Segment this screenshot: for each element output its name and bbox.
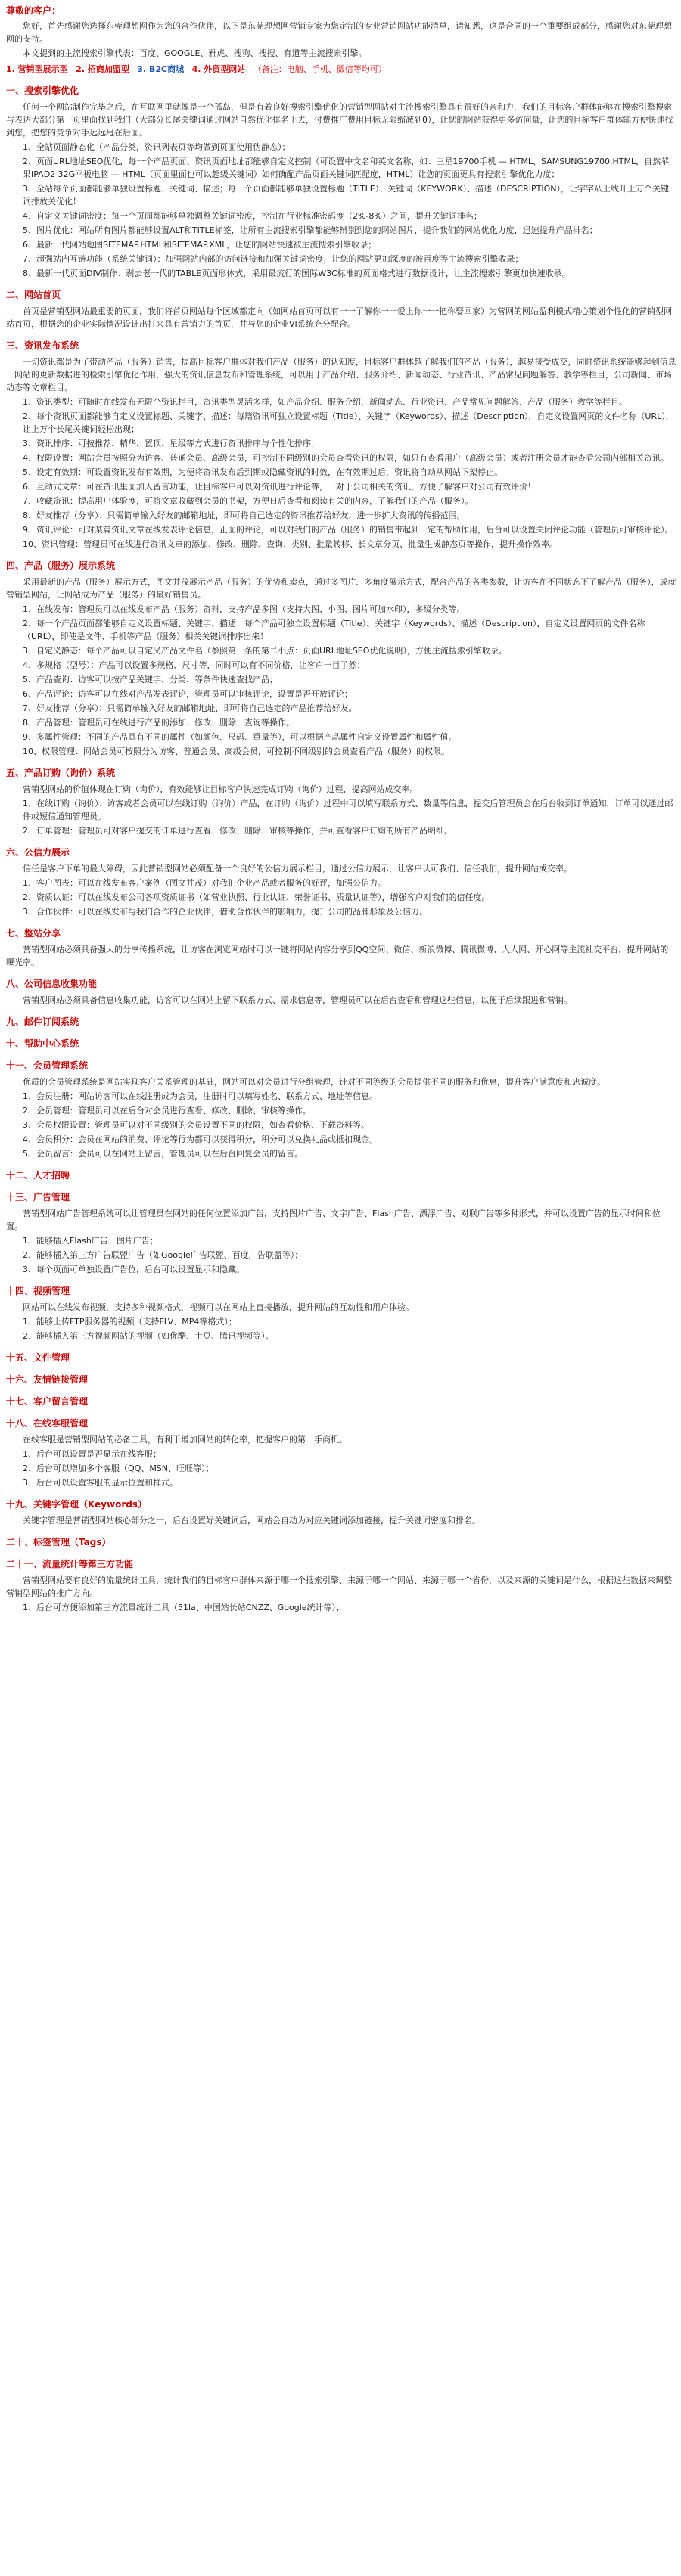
section-title: 一、搜索引擎优化 — [6, 85, 79, 96]
section-paragraph: 营销型网站必须具备强大的分享传播系统，让访客在浏览网站时可以一键将网站内容分享到QQ空间、微信、新浪微博、腾讯微博、人人网、开心网等主流社交平台，提升网站的曝光率。 — [6, 945, 669, 967]
section-title: 九、邮件订阅系统 — [6, 1016, 79, 1027]
section-item: 8、最新一代页面DIV制作：剥去老一代的TABLE页面形体式，采用最流行的国际W3C标准的页面格式进行数据设计，让主流搜索引擎更加快速收录。 — [23, 268, 571, 278]
section — [6, 1169, 676, 1182]
section-paragraph: 营销型网站必须具备信息收集功能，访客可以在网站上留下联系方式、需求信息等，管理员可以在后台查看和管理这些信息，以便于后续跟进和营销。 — [23, 995, 572, 1005]
section-title: 十四、视频管理 — [6, 1286, 70, 1296]
section-title: 十二、人才招聘 — [6, 1170, 70, 1181]
section-paragraph: 任何一个网站制作完毕之后，在互联网里就像是一个孤岛，但是有着良好搜索引擎优化的营销型网站对主流搜索引擎具有很好的亲和力，我们的目标客户群体能够在搜索引擎搜索与表达大部分第一页里面找到我们（大部分长尾关键词通过网站自然优化排名上去，付费推广费用目标无限缩减到0），让您的网站获得更多访问量，让您的目标客户群体能方便快速找到您，把您的竞争对手远远甩在后面。 — [6, 102, 673, 138]
section-item: 3、后台可以设置客服的显示位置和样式。 — [23, 1478, 178, 1488]
intro-block — [6, 20, 676, 60]
section-item: 6、最新一代网站地图SITEMAP.HTML和SITEMAP.XML，让您的网站快速被主流搜索引擎收录； — [23, 240, 377, 250]
section-title: 七、整站分享 — [6, 928, 61, 939]
section-item: 1、能够上传FTP服务器的视频（支持FLV、MP4等格式）； — [23, 1317, 237, 1327]
section-item: 10、资讯管理：管理员可在线进行资讯文章的添加、修改、删除、查询、类别、批量转移、长文章分页、批量生成静态页等操作，提升操作效率。 — [23, 539, 558, 549]
section-item: 3、合作伙伴：可以在线发布与我们合作的企业伙伴，借助合作伙伴的影响力，提升公司的品牌形象及公信力。 — [23, 907, 428, 917]
section-title: 三、资讯发布系统 — [6, 340, 79, 351]
section-item: 2、会员管理：管理员可以在后台对会员进行查看、修改、删除、审核等操作。 — [23, 1106, 311, 1116]
section — [6, 1417, 676, 1489]
section-title: 四、产品（服务）展示系统 — [6, 560, 116, 571]
section-item: 3、全站每个页面都能够单独设置标题、关键词、描述；每一个页面都能够单独设置标题（TITLE）、关键词（KEYWORK）、描述（DESCRIPTION），让字字从上线开上万个关键词排放关优化！ — [23, 184, 669, 206]
section — [6, 1285, 676, 1342]
section-paragraph: 营销型网站的价值体现在订购（询价），有效能够让目标客户快速完成订购（询价）过程，提高网站成交率。 — [23, 784, 418, 794]
sections — [6, 85, 676, 1614]
section-item: 1、后台可方便添加第三方流量统计工具（51la、中国站长站CNZZ、Google统计等）； — [23, 1603, 345, 1612]
section — [6, 560, 676, 758]
section-title: 十九、关键字管理（Keywords） — [6, 1499, 148, 1510]
section-paragraph: 营销型网站要有良好的流量统计工具，统计我们的目标客户群体来源于哪一个搜索引擎、来源于哪一个网站、来源于哪一个省份，以及来源的关键词是什么，根据这些数据来调整营销型网站的推广方向。 — [6, 1575, 672, 1598]
section-title: 八、公司信息收集功能 — [6, 979, 98, 989]
section — [6, 1060, 676, 1160]
section-item: 2、能够插入第三方广告联盟广告（如Google广告联盟、百度广告联盟等）； — [23, 1250, 303, 1260]
section-title: 二十、标签管理（Tags） — [6, 1537, 111, 1547]
section — [6, 927, 676, 969]
section-item: 3、会员权限设置：管理员可以对不同级别的会员设置不同的权限，如查看价格、下载资料等。 — [23, 1120, 369, 1130]
section-item: 1、全站页面静态化（产品分类，资讯列表页等均做到页面使用伪静态）； — [23, 142, 291, 152]
section — [6, 1038, 676, 1051]
section-item: 7、收藏资讯：提高用户体验度，可将文章收藏到会员的书架，方便日后查看和阅读有关的内容，了解我们的产品（服务）。 — [23, 496, 474, 506]
section-title: 十五、文件管理 — [6, 1352, 70, 1363]
section-item: 2、每一个产品页面都能够自定义设置标题、关键字、描述：每个产品可独立设置标题（Title）、关键字（Keywords）、描述（Description），自定义设置网页的文件名称（URL），即使是文件、手机等产品（服务）相关关键词排序出来！ — [23, 619, 645, 641]
section-paragraph: 网站可以在线发布视频，支持多种视频格式，视频可以在网站上直接播放，提升网站的互动性和用户体验。 — [23, 1302, 414, 1312]
section — [6, 289, 676, 331]
section-item: 2、能够插入第三方视频网站的视频（如优酷、土豆、腾讯视频等）。 — [23, 1331, 274, 1341]
section-item: 8、好友推荐（分享）：只需简单输入好友的邮箱地址，即可将自己选定的资讯推荐给好友，进一步扩大资讯的传播范围。 — [23, 511, 465, 520]
section-title: 六、公信力展示 — [6, 847, 70, 858]
section — [6, 1191, 676, 1276]
section-paragraph: 优质的会员管理系统是网站实现客户关系管理的基础，网站可以对会员进行分组管理，针对不同等级的会员提供不同的服务和优惠，提升客户满意度和忠诚度。 — [23, 1077, 605, 1087]
section-paragraph: 关键字管理是营销型网站核心部分之一，后台设置好关键词后，网站会自动为对应关键词添加链接，提升关键词密度和排名。 — [23, 1516, 480, 1525]
section-item: 1、会员注册：网站访客可以在线注册成为会员，注册时可以填写姓名、联系方式、地址等信息。 — [23, 1091, 378, 1101]
section-item: 10、权限管理：网站会员可按照分为访客、普通会员、高级会员，可控制不同级别的会员查看产品（服务）的权限。 — [23, 746, 449, 756]
section — [6, 1352, 676, 1364]
website-type-item: 1. 营销型展示型 — [6, 64, 68, 74]
section-paragraph: 一切资讯都是为了带动产品（服务）销售，提高目标客户群体对我们产品（服务）的认知度，目标客户群体越了解我们的产品（服务），越易接受成交，同时资讯系统能够起到信息一网站的更新数据进的检索引擎优化作用，强大的资讯信息发布和管理系统，可以用于产品介绍、服务介绍、新闻动态、行业资讯、产品常见问题解答、教学等栏目，公司新闻、市场动态等文章栏目。 — [6, 357, 676, 393]
section-title: 十一、会员管理系统 — [6, 1060, 89, 1071]
section-item: 3、资讯排序：可按推荐、精华、置顶、星级等方式进行资讯排序与个性化排序； — [23, 439, 319, 448]
section-item: 1、能够插入Flash广告、图片广告； — [23, 1236, 158, 1246]
section — [6, 1395, 676, 1408]
section-item: 9、资讯评论：可对某篇资讯文章在线发表评论信息，正面的评论，可以对我们的产品（服务）的销售带起到一定的帮助作用，后台可以设置关闭评论功能（管理员可审核评论）。 — [23, 525, 673, 535]
section — [6, 1016, 676, 1029]
section-item: 7、超强站内互链功能（系统关键词）：加强网站内部的访问链接和加强关键词密度，让您的网站更加深度的被百度等主流搜索引擎收录； — [23, 254, 524, 264]
section-item: 6、互动式文章：可在资讯里面加入留言功能，让目标客户可以对资讯进行评论等，一对于公司相关的资讯，方便了解客户对公司有效评价！ — [23, 482, 536, 492]
website-type-item: 2. 招商加盟型 — [76, 64, 129, 74]
section — [6, 767, 676, 837]
section-title: 五、产品订购（询价）系统 — [6, 768, 116, 778]
website-type-item: 3. B2C商城 — [137, 64, 185, 74]
section-item: 7、好友推荐（分享）：只需简单输入好友的邮箱地址，即可将自己选定的产品推荐给好友。 — [23, 703, 357, 713]
greeting: 尊敬的客户： — [6, 5, 61, 16]
section-item: 4、权限设置：网站会员按照分为访客、普通会员、高级会员，可控制不同级别的会员查看资讯的权限，如只有查看用户（高级会员）或者注册会员才能查看公司内部相关资讯。 — [23, 453, 669, 463]
section-item: 2、页面URL地址SEO优化，每一个产品页面、资讯页面地址都能够自定义控制（可设置中文名和英文名称，如：三星19700手机 — HTML、SAMSUNG19700.HTML，自然苹果IPAD2 32G平板电脑 — HTML（页面里面也可以超级关键词）如何确配产品页面关键词匹配度，HTML）让您的页面更具有搜索引擎优化力度； — [23, 157, 670, 179]
section-title: 十八、在线客服管理 — [6, 1418, 89, 1429]
section-item: 4、自定义关键词密度：每一个页面都能够单独调整关键词密度，控制在行业标准密码度（2%-8%）之间，提升关键词排名； — [23, 211, 482, 221]
section-paragraph: 首页是营销型网站最重要的页面，我们将首页网站每个区域都定向（如网站首页可以有一一了解你一一爱上你一一把你娶回家）为营网的网站盈利模式精心策划个性化的营销型网站首页，根据您的企业实际情况设计出打来具有营销力的首页，并与您的企业VI系统充分配合。 — [6, 306, 672, 329]
section-title: 十七、客户留言管理 — [6, 1396, 89, 1407]
section-title: 二、网站首页 — [6, 290, 61, 300]
website-type-note: （备注：电脑、手机、微信等均可） — [253, 64, 387, 74]
section-item: 5、产品查询：访客可以按产品关键字、分类、等条件快速查找产品； — [23, 675, 278, 684]
section-item: 9、多属性管理：不同的产品具有不同的属性（如颜色、尺码、重量等），可以根据产品属性自定义设置属性和属性值。 — [23, 732, 457, 742]
section-item: 5、会员留言：会员可以在网站上留言，管理员可以在后台回复会员的留言。 — [23, 1149, 303, 1159]
section-item: 4、会员积分：会员在网站的消费、评论等行为都可以获得积分，积分可以兑换礼品或抵扣现金。 — [23, 1134, 378, 1144]
section-item: 6、产品评论：访客可以在线对产品发表评论，管理员可以审核评论，设置是否开放评论； — [23, 689, 353, 699]
section — [6, 1498, 676, 1527]
section-item: 3、每个页面可单独设置广告位，后台可以设置显示和隐藏。 — [23, 1265, 244, 1274]
section-item: 2、每个资讯页面都能够自定义设置标题、关键字、描述：每篇资讯可独立设置标题（Title）、关键字（Keywords）、描述（Description），自定义设置网页的文件名称（URL），让上万个长尾关键词轻松出现； — [23, 411, 674, 434]
section-item: 3、自定义静态：每个产品可以自定义产品文件名（参照第一条的第二小点：页面URL地址SEO优化说明），方便主流搜索引擎收录。 — [23, 646, 507, 656]
section-item: 5、设定有效期：可设置资讯发布有效期，为便将资讯发布后到期或隐藏资讯的时效，在有效期过后，资讯将自动从网站下架停止。 — [23, 467, 502, 477]
section-title: 十六、友情链接管理 — [6, 1374, 89, 1385]
section-item: 1、客户图表：可以在线发布客户案例（图文并茂）对我们企业产品或者服务的好评，加强公信力。 — [23, 878, 386, 888]
section-item: 2、后台可以增加多个客服（QQ、MSN、旺旺等）； — [23, 1463, 214, 1473]
section-item: 1、在线发布：管理员可以在线发布产品（服务）资料，支持产品多图（支持大图、小图、图片可加水印），多级分类等。 — [23, 604, 465, 614]
section-paragraph: 信任是客户下单的最大障碍，因此营销型网站必须配备一个良好的公信力展示栏目，通过公信力展示，让客户认可我们、信任我们，提升网站成交率。 — [23, 864, 572, 874]
section-item: 4、多规格（型号）：产品可以设置多规格、尺寸等，同时可以有不同价格，让客户一目了然； — [23, 660, 365, 670]
section-item: 1、在线订购（询价）：访客或者会员可以在线订购（询价）产品，在订购（询价）过程中可以填写联系方式、数量等信息，提交后管理员会在后台收到订单通知，订单可以通过邮件或短信通知管理员。 — [23, 799, 673, 821]
section — [6, 846, 676, 918]
section-item: 1、后台可以设置是否显示在线客服； — [23, 1449, 161, 1459]
section-paragraph: 在线客服是营销型网站的必备工具，有利于增加网站的转化率，把握客户的第一手商机。 — [23, 1435, 347, 1445]
section-item: 5、图片优化：网站所有图片都能够设置ALT和TITLE标签，让所有主流搜索引擎都能够辨别到您的网站图片，提升我们的网站优化力度，迅速提升产品排名； — [23, 225, 598, 235]
website-type-item: 4. 外贸型网站 — [191, 64, 246, 74]
section — [6, 978, 676, 1007]
section — [6, 1373, 676, 1386]
intro-paragraph: 本文提到的主流搜索引擎代表：百度、GOOGLE、雅虎、搜狗、搜搜、有道等主流搜索引擎。 — [23, 48, 367, 58]
section-item: 2、订单管理：管理员可对客户提交的订单进行查看、修改、删除、审核等操作，并可查看客户订购的所有产品明细。 — [23, 826, 452, 836]
website-types — [6, 63, 676, 76]
section — [6, 1558, 676, 1614]
section-paragraph: 营销型网站广告管理系统可以让管理员在网站的任何位置添加广告，支持图片广告、文字广告、Flash广告、漂浮广告、对联广告等多种形式，并可以设置广告的显示时间和位置。 — [6, 1209, 661, 1231]
section-title: 二十一、流量统计等第三方功能 — [6, 1559, 134, 1569]
section — [6, 85, 676, 280]
section — [6, 1536, 676, 1549]
section — [6, 340, 676, 551]
section-title: 十、帮助中心系统 — [6, 1038, 79, 1049]
section-item: 1、资讯类型：可随时在线发布无限个资讯栏目，资讯类型灵活多样，如产品介绍、服务介绍、新闻动态、行业资讯、产品常见问题解答、产品（服务）教学等栏目。 — [23, 397, 627, 407]
section-title: 十三、广告管理 — [6, 1192, 70, 1203]
section-item: 2、资质认证：可以在线发布公司各项资质证书（如营业执照、行业认证、荣誉证书、质量认证等），增强客户对我们的信任度。 — [23, 892, 490, 902]
section-item: 8、产品管理：管理员可在线进行产品的添加、修改、删除、查询等操作。 — [23, 718, 294, 728]
section-paragraph: 采用最新的产品（服务）展示方式，图文并茂展示产品（服务）的优势和卖点，通过多图片、多角度展示方式，配合产品的各类参数，让访客在不同状态下了解产品（服务），成就营销型网站，让网站成为产品（服务）的最好销售员。 — [6, 577, 676, 600]
intro-paragraph: 您好，首先感谢您选择东莞理想网作为您的合作伙伴，以下是东莞理想网营销专家为您定制的专业营销网站功能清单，请知悉，这是合同的一个重要组成部分，感谢您对东莞理想网的支持。 — [6, 21, 672, 44]
